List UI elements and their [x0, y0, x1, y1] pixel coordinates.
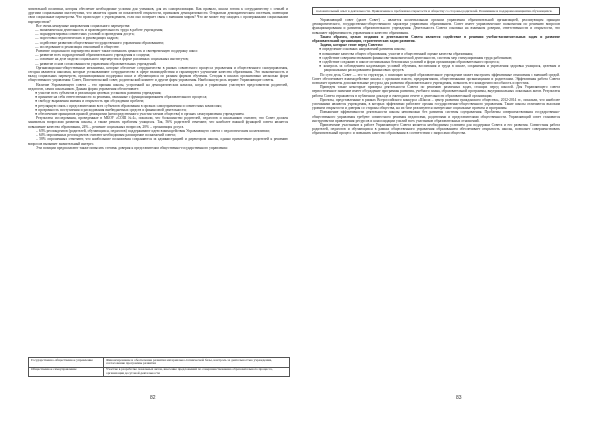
paragraph: Повышение эффективности деятельности школы невозможно без развития системы соуправления. Проблемы совершенствования государственно-общественного управления требуют совместного решения педагогами, родителями и представителями общественности. Управляющий совет становится инструментом привлечения ресурсов и консолидации усилий всех участников образовательных отношений.	[312, 110, 560, 123]
list-item: ● прозрачность поступления и расходования внебюджетных средств и финансовой деятельности;	[35, 107, 187, 112]
list-item: ● содействие совершенствованию финансово-экономической деятельности, системы мер стимулирования труда работников;	[319, 55, 513, 60]
top-note-box: положительный опыт в деятельности. Привлечение к проблемам открытости и обществу со стороны родителей. Понимание и поддержка инициатив обучающихся.	[312, 7, 560, 15]
paragraph: – 58% опрошенных отмечают, что наибольшие полномочия сохраняются за администрацией и директором школы, однако привлечение родителей к решению вопросов вызывает значительный интерес.	[28, 137, 288, 146]
page-number: 83	[456, 395, 462, 401]
paragraph: Развитие социального партнерства может также повышать ценность и своевременную поддержку школ:	[36, 49, 198, 54]
paragraph: Проекты, представленные в рамках Всероссийского конкурса «Школа – центр развития гражданского общества», 2012-2014 гг., показали, что наиболее успешными являются учреждения, в которых эффективно работают органы государственно-общественного управления. Такие школы отличаются высоким уровнем открытости и доверия со стороны общества, на их базе реализуются интересные социальные проекты и программы.	[312, 97, 560, 111]
paragraph: Все очень ненаучные направления социального партнерства:	[36, 23, 131, 28]
paragraph: зовательной политики, которая обеспечит необходимые условия для учеников, для их самореализации. Как правило, школа готова к сотрудничеству с семьей и другими социальными институтами, что является одним из показателей открытости, признаком демократичности. Открытым демократическим системам, имеющим свои социальные партнерства. Что происходит с учреждением, если оно поперяет связь с внешним миром? Что же может ему ожидать с проигранными социальными партнерством?	[28, 7, 288, 24]
paragraph: Управляющий совет (далее Совет) – является коллегиальным органом управления образовательной организацией, реализующим принцип демократического, государственно-общественного характера управления образованием. Совет имеет управленческие полномочия по решению вопросов функционирования и развития образовательного учреждения. Деятельность Совета основана на взаимном доверии, ответственности и открытости, что повышает эффективность управления и качество образования.	[312, 18, 560, 35]
table-row	[29, 367, 290, 377]
table-cell: Государственно-общественное управление	[29, 358, 104, 368]
table-cell: Участие в разработке локальных актов, внесение предложений по совершенствованию образовательного процесса, организация досуговой деятельности	[104, 367, 290, 377]
list-item: — развитие основ согласованности управления образовательных учреждений.	[35, 61, 157, 66]
table-row	[29, 358, 290, 368]
paragraph: По сути дела, Совет — это та структура, с помощью которой образовательное учреждение может выстроить эффективные отношения с внешней средой. Совет обеспечивает взаимодействие школы с органами власти, предприятиями, общественными организациями и родителями. Эффективная работа Совета позволяет привлечь дополнительные ресурсы для развития образовательного учреждения, повысить его конкурентоспособность и престиж.	[312, 72, 560, 86]
paragraph: Привлечение участников к работе Управляющего Совета является необходимым условием для поддержки Совета и его развития. Совместная работа родителей, педагогов и обучающихся в рамках общественного управления образованием обеспечивает открытость школы, позволяет совершенствовать образовательный процесс и повышать качество образования в соответствии с запросами общества.	[312, 123, 560, 136]
paragraph: Таким образом, целью создания и деятельности Совета является содействие в решении учебно-воспитательных задач и развитие образовательной организации, стратегических задач развития.	[312, 34, 560, 44]
left-page-text	[28, 7, 288, 150]
page-number: 82	[150, 395, 156, 401]
list-item: — подготовка педагогических и руководящих кадров;	[35, 36, 119, 41]
list-item: — исследование и реализация отношений в обществе.	[35, 44, 120, 49]
paragraph: Задачи, которые стоят перед Советом:	[320, 43, 383, 48]
list-item: ● обеспечение принципов прямой демократии (непосредственного участия членов общества) в органах самоуправления учреждением.	[35, 112, 245, 117]
list-item: ● принятие на себя ответственности за решения, связанные с функционированием образовательного процесса;	[35, 95, 208, 100]
right-page-text	[312, 18, 560, 136]
paragraph: Наличие Управляющего совета – это признак школы, устроенной на демократических началах, когда в управлении участвуют представители родителей, педагогов, самих школьников. Данная форма управления обеспечивает:	[28, 82, 288, 91]
list-item: ● регулярную связь с представителями всех субъектов образования в органах самоуправления и совместных комиссиях;	[35, 103, 223, 108]
left-page-table	[28, 357, 290, 377]
list-item: ● контроль за соблюдением надлежащих условий обучения, воспитания и труда в школе, сохранения и укрепления здоровья учащихся, целевым и рациональным расходованием финансовых средств.	[319, 64, 560, 73]
paragraph: – 64% опрошенных респондентов считают необходимым расширение полномочий совета;	[36, 133, 176, 138]
paragraph: Эти позиции предполагают также повысить степень доверия к представителям общественно-государственного управления:	[36, 145, 228, 150]
table-cell: Финансирование и обеспечение развития материально-технической базы, контроль за деятельностью учреждения, согласование программы развития	[104, 358, 290, 368]
list-item: — освоение на деле модели социального партнерства в форме различных социальных институтов;	[35, 57, 189, 62]
list-item: ● содействие созданию в школе оптимальных безопасных условий и форм организации образовательного процесса;	[319, 60, 500, 65]
paragraph: – 63% респондентов (родителей, обучающихся, педагогов) поддерживают идею взаимодействия Управляющего совета с педагогическим коллективом;	[36, 128, 270, 133]
list-item: ● определение основных направлений развития школы;	[319, 47, 406, 52]
list-item: ● повышение качества общего образования, участие в общественной оценке качества образования;	[319, 51, 474, 56]
table-cell: Общественное самоуправление	[29, 367, 104, 377]
list-item: — подкорректировка совместных условий и проведения досуга;	[35, 32, 135, 37]
paragraph: Организационно-общественные механизмы, которые обеспечат сотрудничество в рамках совместного процесса управления и общественного самоуправления, сегодня являются школами, которые устанавливают сотрудничество в сфере взаимодействия и гарантируют улучшение качества образования. Это экономичность и вклад социальных партнерств, организационная поддержка школ и обучающихся по разным формам обучения. Сегодня в школах организовано несколько форм общественного управления: Совет, Попечительский совет, родительский комитет и другие форм управления. Наибольшую роль играют Управляющие советы.	[28, 65, 288, 83]
right-page	[300, 0, 600, 424]
list-item: ● свободу выражения мнения и открытость при обсуждении проблем;	[35, 99, 145, 104]
list-item: — экономическая деятельность и производительность труда в работе учреждения;	[35, 28, 164, 33]
list-item: ● участие всех субъектов в реализации целевых установок развития учреждения;	[35, 91, 162, 96]
list-item: — содействие развитию общественно-государственного управления образованием;	[35, 40, 164, 45]
paragraph: Приведем также некоторые примеры деятельности Совета по решению различных задач, стоящих перед школой. Для Управляющего совета первостепенное значение имеет обсуждение программы развития, учебного плана, образовательной программы, внутришкольных локальных актов. Результаты работы Совета отражаются в публичном докладе и ежегодном отчете о деятельности образовательной организации.	[312, 85, 560, 98]
list-item: — развитие всех подразделений образовательного учреждения и социума;	[35, 53, 151, 58]
paragraph: Результаты исследования, проведенные в МБОУ «СОШ №4», показали, что большинство родителей, педагогов и школьников считают, что Совет должен заниматься вопросами развития школы, а также решать проблемы учащихся. Так, 56% родителей отмечают, что наиболее важной функцией совета является повышение качества образования, 24% – решение социальных вопросов, 20% – организация досуга.	[28, 116, 288, 129]
